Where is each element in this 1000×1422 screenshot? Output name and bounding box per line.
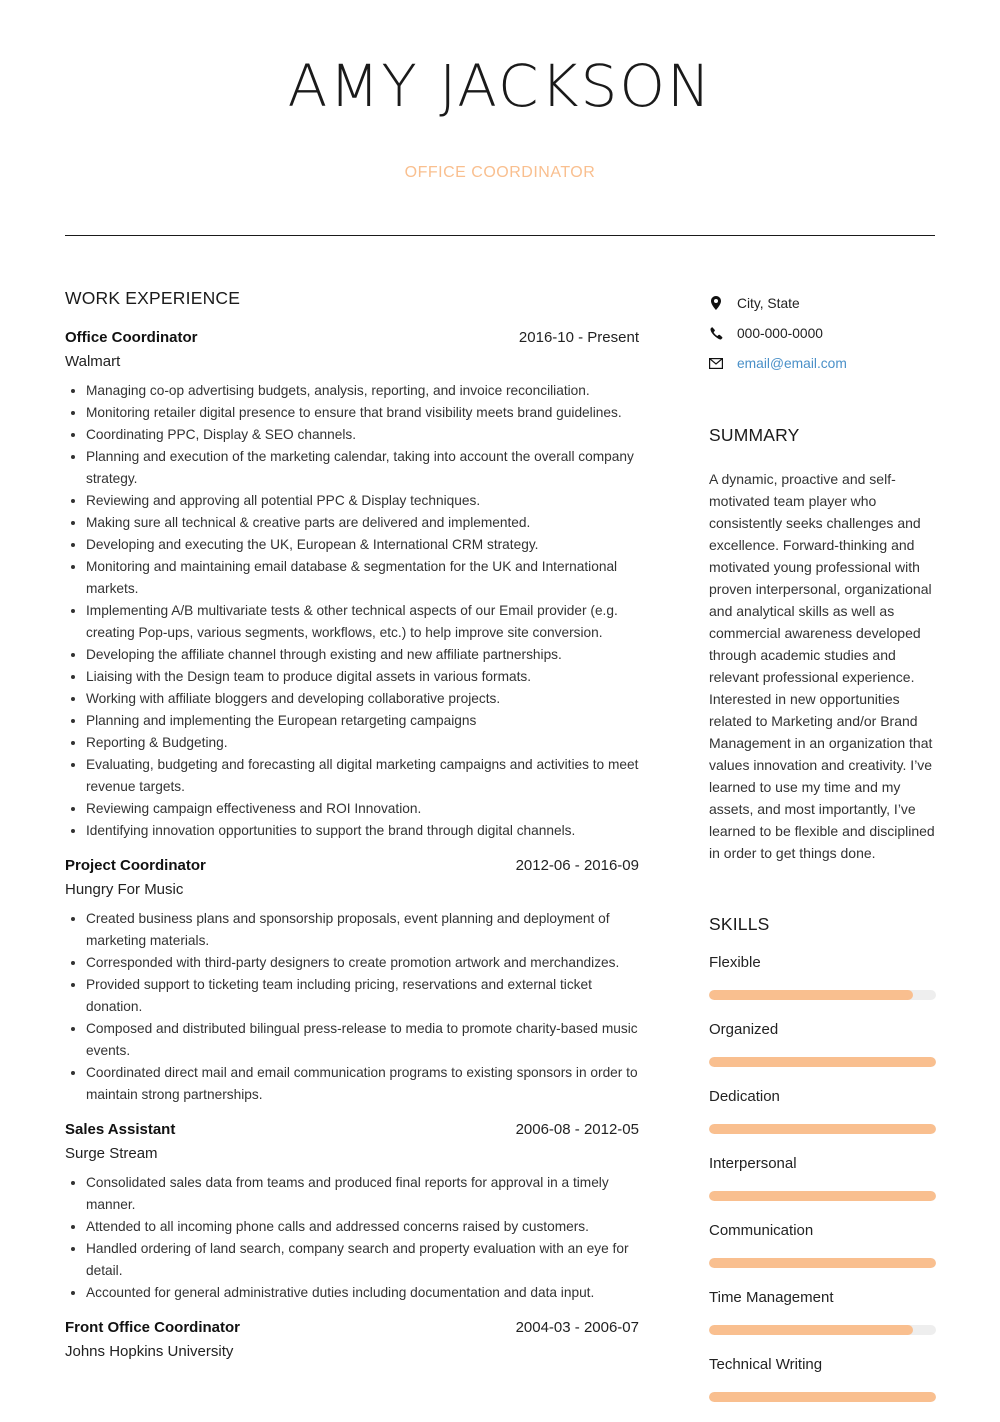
- work-experience-title: WORK EXPERIENCE: [65, 288, 241, 308]
- job-bullet-list: [65, 380, 639, 842]
- job-company: Surge Stream: [65, 1145, 158, 1162]
- skill-name: Dedication: [709, 1088, 780, 1105]
- job-dates: 2016-10 - Present: [518, 329, 639, 346]
- job-bullet: • Developing the affiliate channel through existing and new affiliate partnerships.: [86, 644, 639, 666]
- skill-item: [709, 1087, 936, 1134]
- map-pin-icon: [709, 296, 723, 310]
- job-dates: 2012-06 - 2016-09: [515, 857, 639, 874]
- skill-name: Time Management: [709, 1289, 834, 1306]
- job-header: [65, 856, 639, 876]
- job-bullet: • Making sure all technical & creative parts are delivered and implemented.: [86, 512, 639, 534]
- skill-level-bar: [709, 1124, 936, 1134]
- skill-level-fill: [709, 1057, 936, 1067]
- skill-name: Technical Writing: [709, 1356, 823, 1373]
- job-header: [65, 1318, 639, 1338]
- contact-email: [709, 348, 936, 378]
- job-title: Front Office Coordinator: [65, 1319, 240, 1336]
- job-title: Project Coordinator: [65, 857, 206, 874]
- job-bullet: • Handled ordering of land search, company search and property evaluation with an eye for detail.: [86, 1238, 639, 1282]
- job-bullet: • Managing co-op advertising budgets, analysis, reporting, and invoice reconciliation.: [86, 380, 639, 402]
- skill-name: Organized: [709, 1021, 779, 1038]
- skill-item: [709, 1020, 936, 1067]
- job-entry: [65, 1318, 639, 1362]
- job-bullet: • Planning and implementing the European retargeting campaigns: [86, 710, 639, 732]
- skill-level-bar: [709, 990, 936, 1000]
- job-header: [65, 1120, 639, 1140]
- skill-level-fill: [709, 990, 913, 1000]
- skill-item: [709, 1355, 936, 1402]
- summary-title: SUMMARY: [709, 425, 800, 445]
- job-bullet: • Coordinated direct mail and email communication programs to existing sponsors in order to maintain strong partnerships.: [86, 1062, 639, 1106]
- job-bullet: • Implementing A/B multivariate tests & other technical aspects of our Email provider (e.g. creating Pop-ups, various segments, workflows, etc.) to help improve site conversion.: [86, 600, 639, 644]
- job-bullet: • Identifying innovation opportunities to support the brand through digital channels.: [86, 820, 639, 842]
- job-company: Walmart: [65, 353, 121, 370]
- phone-icon: [709, 326, 723, 340]
- skill-level-fill: [709, 1258, 936, 1268]
- skill-level-fill: [709, 1124, 936, 1134]
- job-entry: [65, 856, 639, 1106]
- contact-location: [709, 288, 936, 318]
- job-bullet: • Created business plans and sponsorship proposals, event planning and deployment of marketing materials.: [86, 908, 639, 952]
- skill-level-fill: [709, 1392, 936, 1402]
- job-bullet: • Developing and executing the UK, European & International CRM strategy.: [86, 534, 639, 556]
- skill-item: [709, 953, 936, 1000]
- skill-level-fill: [709, 1325, 913, 1335]
- job-list: [65, 328, 639, 1362]
- job-title: Office Coordinator: [65, 329, 198, 346]
- job-header: [65, 328, 639, 348]
- job-bullet: • Accounted for general administrative duties including documentation and data input.: [86, 1282, 639, 1304]
- skill-level-bar: [709, 1258, 936, 1268]
- job-company: Johns Hopkins University: [65, 1343, 234, 1360]
- skill-name: Interpersonal: [709, 1155, 797, 1172]
- skill-name: Communication: [709, 1222, 814, 1239]
- skills-list: [709, 953, 936, 1402]
- job-bullet: • Evaluating, budgeting and forecasting all digital marketing campaigns and activities to meet revenue targets.: [86, 754, 639, 798]
- job-bullet: • Reviewing and approving all potential PPC & Display techniques.: [86, 490, 639, 512]
- envelope-icon: [709, 356, 723, 370]
- job-bullet: • Monitoring and maintaining email database & segmentation for the UK and International markets.: [86, 556, 639, 600]
- job-bullet: • Attended to all incoming phone calls and addressed concerns raised by customers.: [86, 1216, 639, 1238]
- job-bullet: • Provided support to ticketing team including pricing, reservations and external ticket donation.: [86, 974, 639, 1018]
- email-link[interactable]: email@email.com: [737, 355, 847, 371]
- contact-phone: [709, 318, 936, 348]
- skill-item: [709, 1154, 936, 1201]
- job-dates: 2004-03 - 2006-07: [515, 1319, 639, 1336]
- phone-text: 000-000-0000: [737, 325, 823, 341]
- skill-level-bar: [709, 1392, 936, 1402]
- job-bullet-list: [65, 1172, 639, 1304]
- job-company: Hungry For Music: [65, 881, 184, 898]
- skill-level-bar: [709, 1191, 936, 1201]
- summary-text: A dynamic, proactive and self-motivated team player who consistently seeks challenges and excellence. Forward-thinking and motivated young professional with proven interpersonal, organizational and analytical skills as well as commercial awareness developed through academic studies and relevant professional experience. Interested in new opportunities related to Marketing and/or Brand Management in an organization that values innovation and creativity. I’ve learned to use my time and my assets, and most importantly, I’ve learned to be flexible and disciplined in order to get things done.: [709, 471, 935, 861]
- skill-item: [709, 1221, 936, 1268]
- skill-item: [709, 1288, 936, 1335]
- location-text: City, State: [737, 295, 800, 311]
- header-divider: [65, 235, 935, 236]
- job-bullet: • Composed and distributed bilingual press-release to media to promote charity-based music events.: [86, 1018, 639, 1062]
- skills-title: SKILLS: [709, 914, 770, 934]
- job-bullet: • Corresponded with third-party designers to create promotion artwork and merchandizes.: [86, 952, 639, 974]
- skill-level-fill: [709, 1191, 936, 1201]
- candidate-name: AMY JACKSON: [287, 52, 713, 120]
- skill-level-bar: [709, 1325, 936, 1335]
- skill-level-bar: [709, 1057, 936, 1067]
- job-bullet-list: [65, 908, 639, 1106]
- job-title: Sales Assistant: [65, 1121, 176, 1138]
- job-entry: [65, 1120, 639, 1304]
- job-bullet: • Working with affiliate bloggers and developing collaborative projects.: [86, 688, 639, 710]
- job-entry: [65, 328, 639, 842]
- sidebar: [709, 288, 936, 1422]
- job-bullet: • Coordinating PPC, Display & SEO channels.: [86, 424, 639, 446]
- job-bullet: • Monitoring retailer digital presence to ensure that brand visibility meets brand guidelines.: [86, 402, 639, 424]
- work-experience-section: [65, 288, 639, 1362]
- job-bullet: • Reviewing campaign effectiveness and ROI Innovation.: [86, 798, 639, 820]
- job-bullet: • Reporting & Budgeting.: [86, 732, 639, 754]
- skill-name: Flexible: [709, 954, 761, 971]
- candidate-role: OFFICE COORDINATOR: [404, 164, 596, 181]
- job-bullet: • Liaising with the Design team to produce digital assets in various formats.: [86, 666, 639, 688]
- job-bullet: • Planning and execution of the marketing calendar, taking into account the overall company strategy.: [86, 446, 639, 490]
- job-bullet: • Consolidated sales data from teams and produced final reports for approval in a timely manner.: [86, 1172, 639, 1216]
- job-dates: 2006-08 - 2012-05: [515, 1121, 639, 1138]
